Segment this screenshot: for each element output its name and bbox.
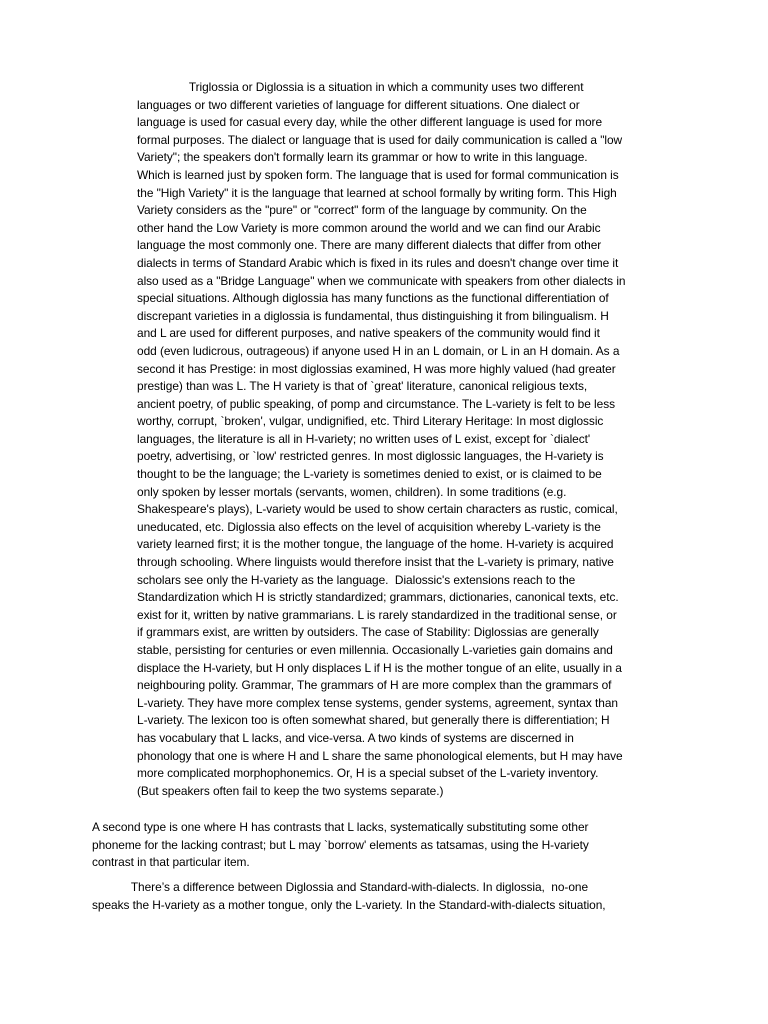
text-line: Standardization which H is strictly standardized; grammars, dictionaries, canonical texts, etc. — [137, 590, 619, 605]
text-line: languages, the literature is all in H-variety; no written uses of L exist, except for `dialect' — [137, 431, 591, 446]
text-line: phonology that one is where H and L share the same phonological elements, but H may have — [137, 748, 623, 763]
text-line: contrast in that particular item. — [92, 855, 250, 870]
text-line: variety learned first; it is the mother tongue, the language of the home. H-variety is acquired — [137, 537, 614, 552]
text-line: prestige) than was L. The H variety is that of `great' literature, canonical religious texts, — [137, 379, 588, 394]
text-line: (But speakers often fail to keep the two systems separate.) — [137, 783, 444, 798]
text-line: phoneme for the lacking contrast; but L may `borrow' elements as tatsamas, using the H-variety — [92, 837, 589, 852]
text-line: odd (even ludicrous, outrageous) if anyone used H in an L domain, or L in an H domain. As a — [137, 343, 620, 358]
text-line: worthy, corrupt, `broken', vulgar, undignified, etc. Third Literary Heritage: In most diglossic — [137, 414, 604, 429]
paragraph-1 — [137, 79, 625, 800]
text-line: speaks the H-variety as a mother tongue, only the L-variety. In the Standard-with-dialects situation, — [92, 897, 606, 912]
text-line: L-variety. They have more complex tense systems, gender systems, agreement, syntax than — [137, 695, 618, 710]
text-line: through schooling. Where linguists would therefore insist that the L-variety is primary, native — [137, 555, 614, 570]
text-line: second it has Prestige: in most diglossias examined, H was more highly valued (had greater — [137, 361, 616, 376]
text-line: other hand the Low Variety is more common around the world and we can find our Arabic — [137, 220, 601, 235]
text-line: A second type is one where H has contrasts that L lacks, systematically substituting some other — [92, 820, 589, 834]
text-line: There’s a difference between Diglossia and Standard-with-dialects. In diglossia, no-one — [92, 880, 589, 894]
text-line: scholars see only the H-variety as the language. Dialossic's extensions reach to the — [137, 572, 576, 587]
text-line: dialects in terms of Standard Arabic which is fixed in its rules and doesn't change over time it — [137, 255, 619, 270]
text-line: language the most commonly one. There are many different dialects that differ from other — [137, 238, 602, 253]
text-line: formal purposes. The dialect or language that is used for daily communication is called a "low — [137, 132, 623, 147]
text-line: language is used for casual every day, while the other different language is used for more — [137, 115, 603, 130]
text-line: discrepant varieties in a diglossia is fundamental, thus distinguishing it from bilingualism. H — [137, 308, 609, 323]
text-line: languages or two different varieties of language for different situations. One dialect or — [137, 97, 580, 112]
paragraph-2 — [92, 819, 589, 872]
text-line: uneducated, etc. Diglossia also effects on the level of acquisition whereby L-variety is the — [137, 519, 601, 534]
text-line: special situations. Although diglossia has many functions as the functional differentiation of — [137, 291, 609, 306]
paragraph-3 — [92, 879, 606, 914]
text-line: Variety"; the speakers don't formally learn its grammar or how to write in this language. — [137, 150, 588, 165]
text-line: if grammars exist, are written by outsiders. The case of Stability: Diglossias are generally — [137, 625, 599, 640]
text-line: L-variety. The lexicon too is often somewhat shared, but generally there is differentiation; H — [137, 713, 610, 728]
text-line: Which is learned just by spoken form. The language that is used for formal communication is — [137, 167, 619, 182]
text-line: only spoken by lesser mortals (servants, women, children). In some traditions (e.g. — [137, 484, 567, 499]
text-line: displace the H-variety, but H only displaces L if H is the mother tongue of an elite, usually in a — [137, 660, 622, 675]
text-line: ancient poetry, of public speaking, of pomp and circumstance. The L-variety is felt to be less — [137, 396, 616, 411]
text-line: Shakespeare's plays), L-variety would be used to show certain characters as rustic, comical, — [137, 502, 618, 517]
text-line: thought to be the language; the L-variety is sometimes denied to exist, or is claimed to be — [137, 467, 602, 482]
text-line: poetry, advertising, or `low' restricted genres. In most diglossic languages, the H-variety is — [137, 449, 604, 464]
text-line: the "High Variety" it is the language that learned at school formally by writing form. This High — [137, 185, 617, 200]
text-line: exist for it, written by native grammarians. L is rarely standardized in the traditional sense, or — [137, 607, 617, 622]
text-line: has vocabulary that L lacks, and vice-versa. A two kinds of systems are discerned in — [137, 730, 574, 745]
text-line: also used as a "Bridge Language" when we communicate with speakers from other dialects in — [137, 273, 626, 288]
text-line: and L are used for different purposes, and native speakers of the community would find it — [137, 326, 600, 341]
text-line: stable, persisting for centuries or even millennia. Occasionally L-varieties gain domains and — [137, 643, 613, 657]
text-line: more complicated morphophonemics. Or, H is a special subset of the L-variety inventory. — [137, 766, 599, 781]
text-line: neighbouring polity. Grammar, The grammars of H are more complex than the grammars of — [137, 678, 612, 693]
text-line: Triglossia or Diglossia is a situation in which a community uses two different — [137, 80, 584, 94]
text-line: Variety considers as the "pure" or "correct" form of the language by community. On the — [137, 203, 587, 218]
